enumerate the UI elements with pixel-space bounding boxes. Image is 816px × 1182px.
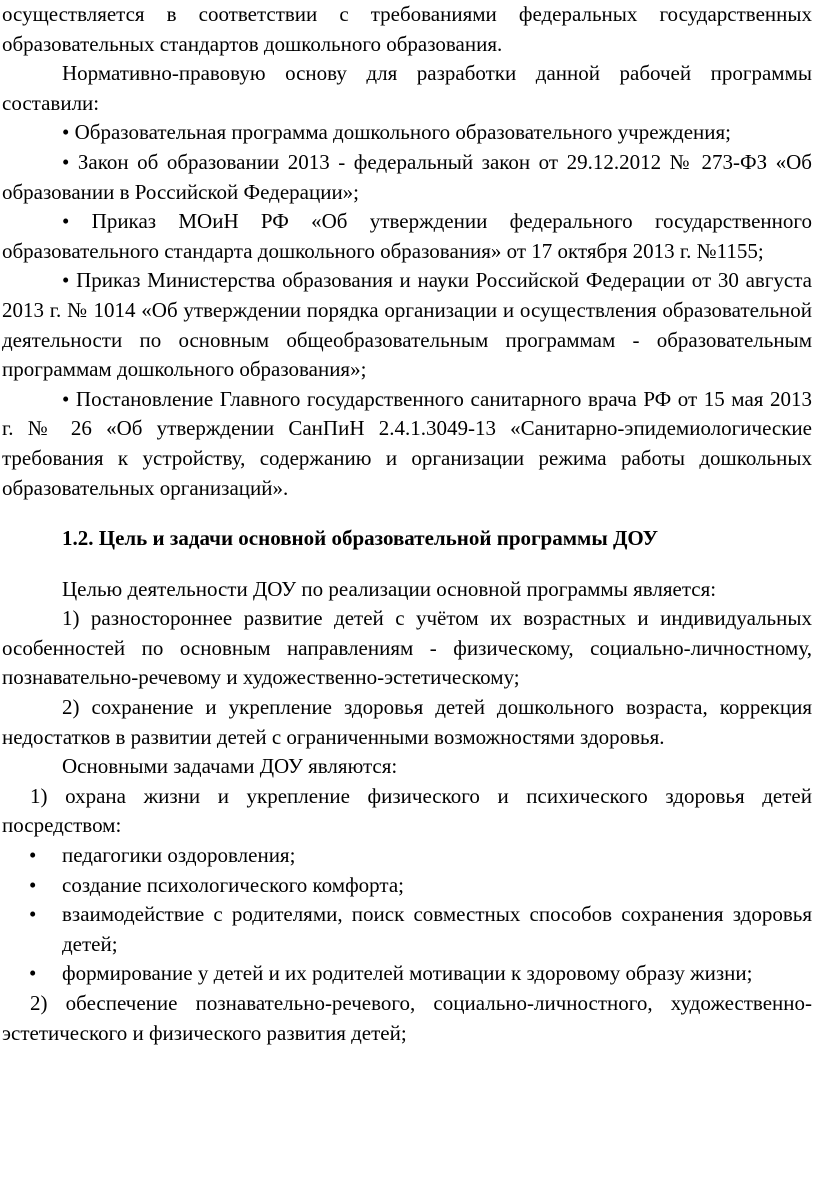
paragraph-normative-basis: Нормативно-правовую основу для разработки данной рабочей программы составили: [2,61,812,115]
spacer [2,554,812,575]
normative-item-1: • Образовательная программа дошкольного образовательного учреждения; [62,120,732,145]
tasks-intro: Основными задачами ДОУ являются: [62,754,398,779]
list-item [2,959,812,989]
paragraph-intro: осуществляется в соответствии с требованиями федеральных государственных образовательных стандартов дошкольного образования. [2,2,812,56]
normative-item-2: • Закон об образовании 2013 - федеральный закон от 29.12.2012 № 273-ФЗ «Об образовании в Российской Федерации»; [2,149,812,204]
goal-intro: Целью деятельности ДОУ по реализации основной программы является: [62,576,717,601]
list-item [2,871,812,901]
list-item-text: педагогики оздоровления; [62,843,296,868]
list-item-text: взаимодействие с родителями, поиск совместных способов сохранения здоровья детей; [62,902,812,956]
task-item-2: 2) обеспечение познавательно-речевого, социально-личностного, художественно-эстетического и физического развития детей; [2,991,812,1045]
normative-item-5: • Постановление Главного государственного санитарного врача РФ от 15 мая 2013 г. № 26 «Об утверждении СанПиН 2.4.1.3049-13 «Санитарно-эпидемиологические требования к устройству, содержанию и организации режима работы дошкольных образовательных организаций». [2,386,812,500]
list-item-text: формирование у детей и их родителей мотивации к здоровому образу жизни; [62,961,753,986]
bullet-icon: • [29,872,37,897]
normative-item-3: • Приказ МОиН РФ «Об утверждении федерального государственного образовательного стандарта дошкольного образования» от 17 октября 2013 г. №1155; [2,209,812,263]
normative-item-4: • Приказ Министерства образования и науки Российской Федерации от 30 августа 2013 г. № 1014 «Об утверждении порядка организации и осуществления образовательной деятельности по основным общеобразовательным программам - образовательным программам дошкольного образования»; [2,268,812,382]
goal-item-2: 2) сохранение и укрепление здоровья детей дошкольного возраста, коррекция недостатков в развитии детей с ограниченными возможностями здоровья. [2,695,812,749]
list-item-text: создание психологического комфорта; [62,872,404,897]
section-heading: 1.2. Цель и задачи основной образовательной программы ДОУ [62,526,658,551]
goal-item-1: 1) разностороннее развитие детей с учётом их возрастных и индивидуальных особенностей по основным направлениям - физическому, социально-личностному, познавательно-речевому и художественно-эстетическому; [2,606,812,690]
list-item [2,841,812,871]
bullet-icon: • [29,902,37,927]
spacer [2,503,812,524]
task-item-1: 1) охрана жизни и укрепление физического и психического здоровья детей посредством: [2,783,812,838]
task-1-bullet-list [2,841,812,989]
bullet-icon: • [29,961,37,986]
bullet-icon: • [29,843,37,868]
list-item [2,900,812,959]
